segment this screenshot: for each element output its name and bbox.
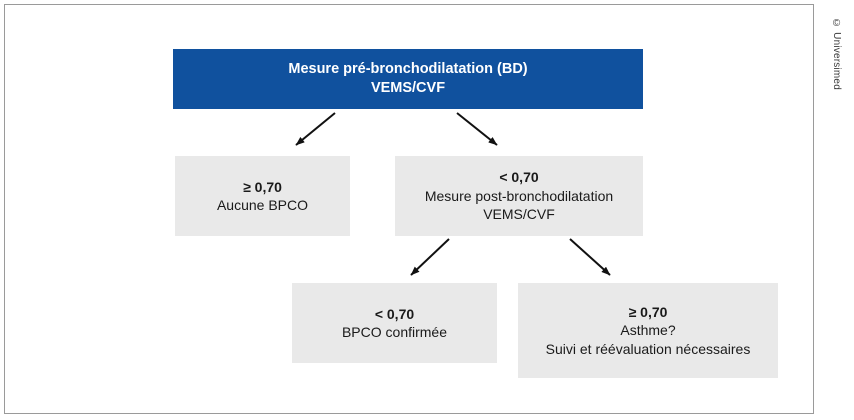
node-post-bronchodilation-line2: Mesure post-bronchodilatation xyxy=(424,187,614,204)
node-pre-bronchodilation xyxy=(173,49,643,109)
arrow-root-to-right xyxy=(457,113,497,145)
node-no-copd-ratio: ≥ 0,70 xyxy=(243,178,282,195)
arrow-post-to-left xyxy=(411,239,449,275)
node-asthma-followup xyxy=(518,283,778,378)
node-copd-confirmed xyxy=(292,283,497,363)
node-asthma-label: Asthme? xyxy=(620,322,676,339)
arrow-post-to-right xyxy=(570,239,610,275)
node-asthma-ratio: ≥ 0,70 xyxy=(628,303,668,320)
node-pre-bronchodilation-line1: Mesure pré-bronchodilatation (BD) xyxy=(288,60,528,77)
node-no-copd xyxy=(175,156,350,236)
node-pre-bronchodilation-line2: VEMS/CVF xyxy=(370,80,446,96)
node-post-bronchodilation-ratio: < 0,70 xyxy=(499,169,539,186)
copyright-credit: © Universimed xyxy=(831,18,842,90)
diagram-frame xyxy=(4,4,814,414)
node-copd-confirmed-label: BPCO confirmée xyxy=(341,324,448,340)
node-copd-confirmed-ratio: < 0,70 xyxy=(374,305,415,322)
node-post-bronchodilation xyxy=(395,156,643,236)
node-no-copd-label: Aucune BPCO xyxy=(216,197,309,213)
node-asthma-followup-label: Suivi et réévaluation nécessaires xyxy=(545,340,751,357)
node-post-bronchodilation-line3: VEMS/CVF xyxy=(483,206,555,223)
arrow-root-to-left xyxy=(296,113,335,145)
